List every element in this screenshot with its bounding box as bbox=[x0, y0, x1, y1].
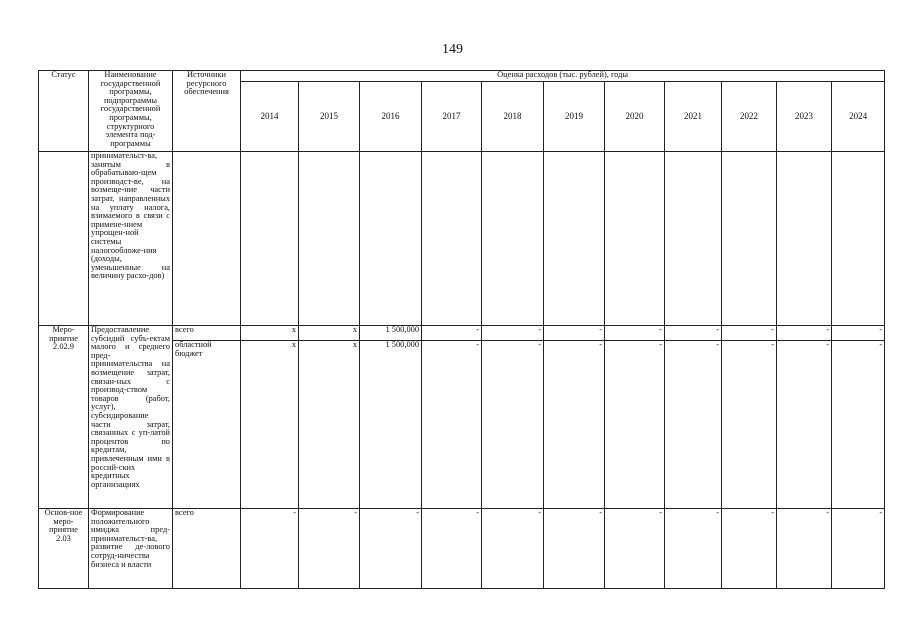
value-cell: - bbox=[360, 509, 422, 589]
status-cell: Меро-приятие 2.02.9 bbox=[39, 326, 89, 509]
budget-table bbox=[38, 70, 885, 589]
year-header: 2017 bbox=[422, 82, 482, 152]
value-cell: - bbox=[832, 341, 885, 509]
year-header: 2014 bbox=[241, 82, 299, 152]
value-cell: - bbox=[665, 509, 722, 589]
value-cell: - bbox=[665, 326, 722, 341]
year-header: 2020 bbox=[605, 82, 665, 152]
status-cell bbox=[39, 152, 89, 326]
source-cell bbox=[173, 152, 241, 326]
year-header: 2021 bbox=[665, 82, 722, 152]
value-cell: - bbox=[665, 341, 722, 509]
header-status: Статус bbox=[39, 71, 89, 152]
value-cell: х bbox=[299, 341, 360, 509]
year-header: 2024 bbox=[832, 82, 885, 152]
value-cell: - bbox=[605, 326, 665, 341]
year-header: 2019 bbox=[544, 82, 605, 152]
value-cell: - bbox=[777, 326, 832, 341]
value-cell: х bbox=[299, 326, 360, 341]
value-cell: х bbox=[241, 341, 299, 509]
source-cell: всего bbox=[173, 326, 241, 341]
year-header: 2015 bbox=[299, 82, 360, 152]
table-row bbox=[39, 326, 885, 341]
name-cell: принимательст-ва, занятым в обрабатываю-щем производст-ве, на возмеще-ние части затрат, направленных на уплату налога, взимаемого в связи с примене-нием упрощен-ной системы налогообложе-ния (доходы, уменьшенные на величину расхо-дов) bbox=[89, 152, 173, 326]
value-cell: - bbox=[832, 509, 885, 589]
value-cell: - bbox=[422, 326, 482, 341]
value-cell: - bbox=[241, 509, 299, 589]
value-cell bbox=[777, 152, 832, 326]
source-cell: областной бюджет bbox=[173, 341, 241, 509]
value-cell: - bbox=[605, 509, 665, 589]
table-row bbox=[39, 509, 885, 589]
table-row bbox=[39, 152, 885, 326]
value-cell: - bbox=[777, 509, 832, 589]
value-cell: - bbox=[544, 326, 605, 341]
value-cell: - bbox=[544, 509, 605, 589]
value-cell: - bbox=[482, 341, 544, 509]
value-cell: 1 500,000 bbox=[360, 341, 422, 509]
value-cell: - bbox=[422, 509, 482, 589]
status-cell: Основ-ное меро-приятие 2.03 bbox=[39, 509, 89, 589]
value-cell: - bbox=[544, 341, 605, 509]
value-cell: - bbox=[422, 341, 482, 509]
value-cell: - bbox=[482, 326, 544, 341]
year-header: 2018 bbox=[482, 82, 544, 152]
header-costs: Оценка расходов (тыс. рублей), годы bbox=[241, 71, 885, 82]
page-number: 149 bbox=[442, 42, 463, 57]
value-cell: - bbox=[482, 509, 544, 589]
source-cell: всего bbox=[173, 509, 241, 589]
value-cell: - bbox=[832, 326, 885, 341]
year-header: 2016 bbox=[360, 82, 422, 152]
value-cell: х bbox=[241, 326, 299, 341]
value-cell bbox=[722, 152, 777, 326]
value-cell: 1 500,000 bbox=[360, 326, 422, 341]
name-cell: Формирование положительного имиджа пред-принимательст-ва, развитие де-лового сотруд-ничества бизнеса и власти bbox=[89, 509, 173, 589]
name-cell: Предоставление субсидий субъ-ектам малого и среднего пред-принимательства на возмещение затрат, связан-ных с производ-ством товаров (работ, услуг), субсидирование части затрат, связанных с уп-латой процентов по кредитам, привлеченным ими в россий-ских кредитных организациях bbox=[89, 326, 173, 509]
value-cell bbox=[665, 152, 722, 326]
value-cell: - bbox=[722, 341, 777, 509]
value-cell bbox=[832, 152, 885, 326]
value-cell: - bbox=[299, 509, 360, 589]
header-row-top bbox=[39, 71, 885, 82]
value-cell: - bbox=[722, 326, 777, 341]
value-cell bbox=[605, 152, 665, 326]
year-header: 2022 bbox=[722, 82, 777, 152]
value-cell bbox=[422, 152, 482, 326]
value-cell bbox=[360, 152, 422, 326]
header-name: Наименование государственной программы, подпрограммы государственной программы, структурного элемента под-программы bbox=[89, 71, 173, 152]
value-cell: - bbox=[777, 341, 832, 509]
value-cell: - bbox=[605, 341, 665, 509]
value-cell: - bbox=[722, 509, 777, 589]
header-sources: Источники ресурсного обеспечения bbox=[173, 71, 241, 152]
value-cell bbox=[482, 152, 544, 326]
year-header: 2023 bbox=[777, 82, 832, 152]
value-cell bbox=[241, 152, 299, 326]
value-cell bbox=[544, 152, 605, 326]
value-cell bbox=[299, 152, 360, 326]
